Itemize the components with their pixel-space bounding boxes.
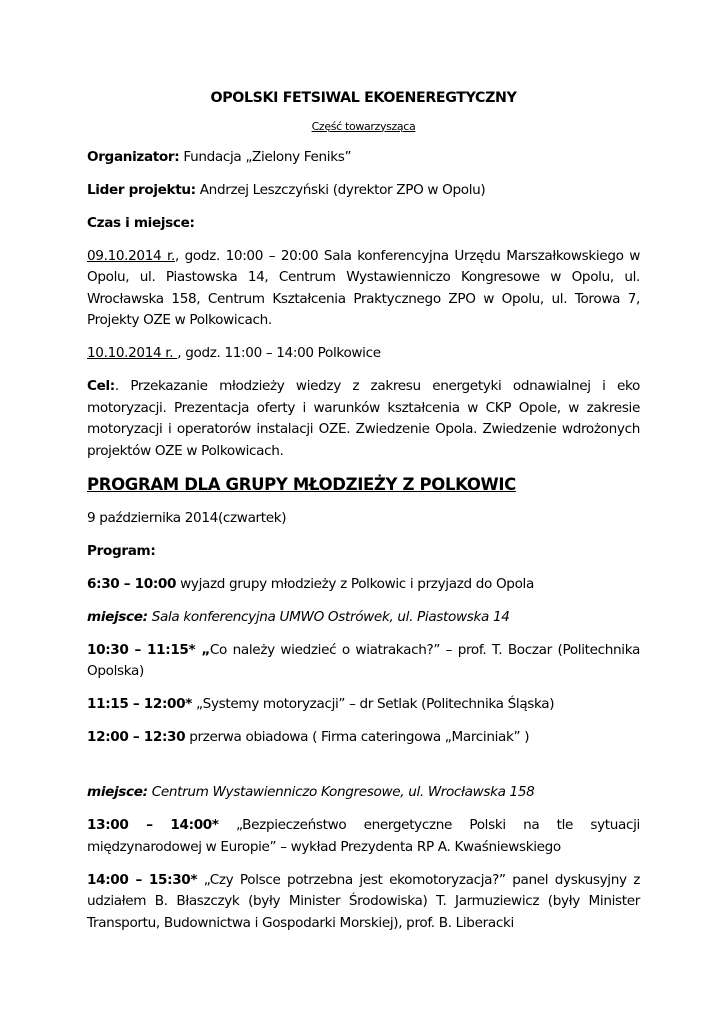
program-item <box>87 694 640 716</box>
date1-date: 09.10.2014 r. <box>87 247 175 264</box>
program-date: 9 października 2014(czwartek) <box>87 509 287 526</box>
goal-label: Cel: <box>87 378 115 394</box>
program-label: Program: <box>87 542 156 559</box>
document-page <box>87 88 640 946</box>
date2-paragraph <box>87 343 640 365</box>
program-item-text: Co należy wiedzieć o wiatrakach?” – prof. T. Boczar (Politechnika Opolska) <box>87 641 640 679</box>
leader-label: Lider projektu: <box>87 181 196 198</box>
place-line <box>87 607 640 629</box>
program-item-text: „Czy Polsce potrzebna jest ekomotoryzacja?” panel dyskusyjny z udziałem B. Błaszczyk (były Minister Środowiska) T. Jarmuziewicz (były Minister Transportu, Budownictwa i Gospodarki Morskiej), prof. B. Liberacki <box>87 871 641 931</box>
program-item-time: 6:30 – 10:00 <box>87 575 177 592</box>
place-text: Centrum Wystawienniczo Kongresowe, ul. Wrocławska 158 <box>147 784 535 800</box>
document-title: OPOLSKI FETSIWAL EKOENEREGTYCZNY <box>210 90 517 106</box>
program-item <box>87 870 640 935</box>
date1-text: , godz. 10:00 – 20:00 Sala konferencyjna Urzędu Marszałkowskiego w Opolu, ul. Piastowska 14, Centrum Wystawienniczo Kongresowe w Opolu, ul. Wrocławska 158, Centrum Kształcenia Praktycznego ZPO w Opolu, ul. Torowa 7, Projekty OZE w Polkowicach. <box>87 247 641 328</box>
program-item-time: 12:00 – 12:30 <box>87 729 186 745</box>
goal-paragraph <box>87 376 640 462</box>
place-text: Sala konferencyjna UMWO Ostrówek, ul. Piastowska 14 <box>147 608 510 625</box>
program-heading: PROGRAM DLA GRUPY MŁODZIEŻY Z POLKOWIC <box>87 474 516 494</box>
organizer-label: Organizator: <box>87 148 180 165</box>
leader-value: Andrzej Leszczyński (dyrektor ZPO w Opolu) <box>195 181 486 198</box>
time-place-label: Czas i miejsce: <box>87 214 195 231</box>
leader-line <box>87 180 640 202</box>
document-subtitle: Część towarzysząca <box>311 119 416 133</box>
date1-paragraph <box>87 246 640 332</box>
program-item-text: „Bezpieczeństwo energetyczne Polski na tle sytuacji międzynarodowej w Europie” – wykład Prezydenta RP A. Kwaśniewskiego <box>87 817 640 855</box>
date2-date: 10.10.2014 r. <box>87 345 178 361</box>
program-item-text: „Systemy motoryzacji” – dr Setlak (Politechnika Śląska) <box>192 696 555 712</box>
date2-text: , godz. 11:00 – 14:00 Polkowice <box>177 345 381 361</box>
program-item <box>87 574 640 596</box>
program-item-time: 14:00 – 15:30* <box>87 871 198 888</box>
program-item-time: 13:00 – 14:00* <box>87 817 219 833</box>
program-item-text: przerwa obiadowa ( Firma cateringowa „Marciniak” ) <box>185 729 530 745</box>
goal-text: . Przekazanie młodzieży wiedzy z zakresu energetyki odnawialnej i eko motoryzacji. Prezentacja oferty i warunków kształcenia w CKP Opole, w zakresie motoryzacji i operatorów instalacji OZE. Zwiedzenie Opola. Zwiedzenie wdrożonych projektów OZE w Polkowicach. <box>87 378 640 459</box>
place-label: miejsce: <box>87 784 148 800</box>
organizer-line <box>87 147 640 169</box>
organizer-value: Fundacja „Zielony Feniks” <box>179 148 352 165</box>
program-item <box>87 727 640 749</box>
program-item <box>87 815 640 858</box>
program-item-time: 10:30 – 11:15* „ <box>87 641 210 658</box>
program-item-time: 11:15 – 12:00* <box>87 696 193 712</box>
blank-spacer <box>87 760 640 782</box>
place-line <box>87 782 640 804</box>
program-item <box>87 640 640 683</box>
program-item-text: wyjazd grupy młodzieży z Polkowic i przyjazd do Opola <box>176 575 534 592</box>
place-label: miejsce: <box>87 608 148 625</box>
